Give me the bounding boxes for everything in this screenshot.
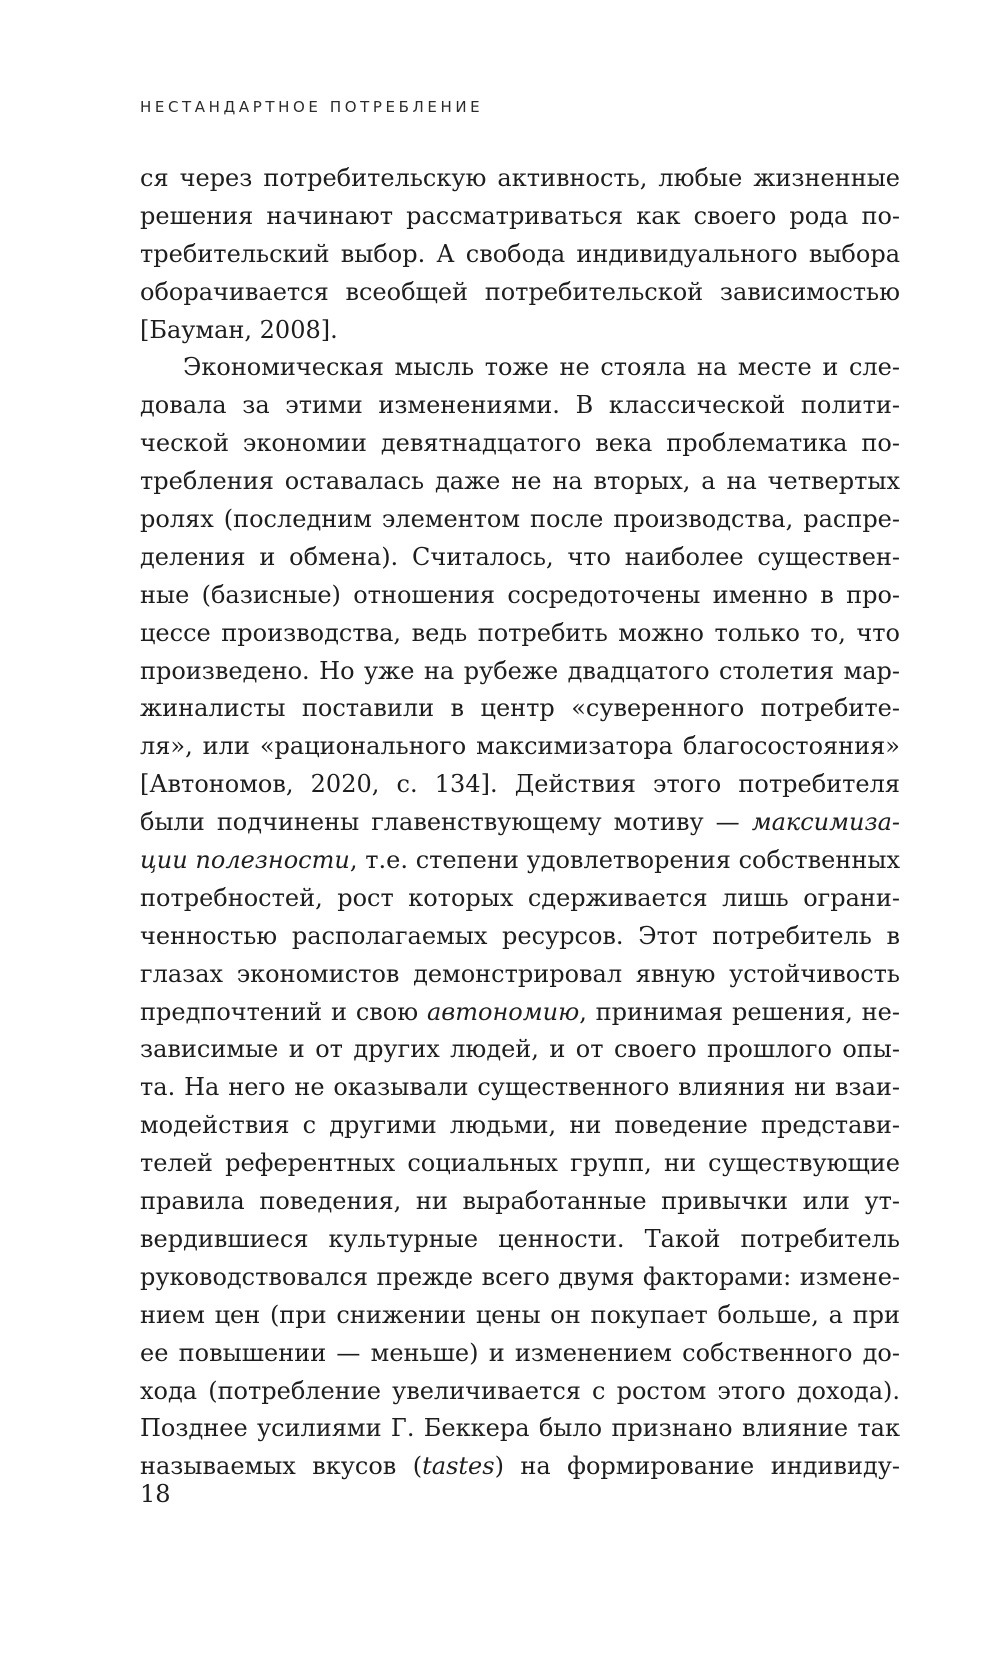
- text-line: та. На него не оказывали существенного влияния ни взаи-: [140, 1073, 900, 1102]
- body-text: [140, 160, 900, 1486]
- text-line: ции полезности, т.е. степени удовлетворения собственных: [140, 846, 900, 875]
- text-line: были подчинены главенствующему мотиву — максимиза-: [140, 808, 900, 837]
- text-line: вердившиеся культурные ценности. Такой потребитель: [140, 1224, 900, 1253]
- text-line: решения начинают рассматриваться как своего рода по-: [140, 201, 900, 230]
- text-line: предпочтений и свою автономию, принимая решения, не-: [140, 997, 900, 1026]
- text-line: ся через потребительскую активность, любые жизненные: [140, 164, 900, 192]
- italic-term: автономию: [426, 997, 580, 1026]
- text-line: цессе производства, ведь потребить можно только то, что: [140, 618, 900, 647]
- text-line: ее повышении — меньше) и изменением собственного до-: [140, 1338, 900, 1367]
- text-line: модействия с другими людьми, ни поведение представи-: [140, 1111, 900, 1140]
- text-line: Позднее усилиями Г. Беккера было признано влияние так: [140, 1414, 900, 1443]
- text-line: Экономическая мысль тоже не стояла на месте и сле-: [183, 353, 900, 382]
- text-line: требления оставалась даже не на вторых, а на четвертых: [140, 467, 900, 496]
- italic-term: ции полезности: [140, 846, 350, 875]
- text-line: правила поведения, ни выработанные привычки или ут-: [140, 1187, 900, 1216]
- italic-term: максимиза-: [751, 808, 900, 837]
- text-line: деления и обмена). Считалось, что наиболее существен-: [140, 542, 900, 571]
- text-line: оборачивается всеобщей потребительской зависимостью: [140, 277, 900, 306]
- text-line: руководствовался прежде всего двумя факторами: измене-: [140, 1262, 900, 1291]
- text-line: потребностей, рост которых сдерживается лишь ограни-: [140, 883, 900, 912]
- text-line: ролях (последним элементом после производства, распре-: [140, 505, 900, 534]
- text-line: довала за этими изменениями. В классической полити-: [140, 391, 900, 420]
- text-line: телей референтных социальных групп, ни существующие: [140, 1149, 900, 1178]
- text-line: ченностью располагаемых ресурсов. Этот потребитель в: [140, 921, 900, 950]
- running-head: НЕСТАНДАРТНОЕ ПОТРЕБЛЕНИЕ: [140, 98, 484, 116]
- text-line: требительский выбор. А свобода индивидуального выбора: [140, 239, 900, 268]
- text-line: глазах экономистов демонстрировал явную устойчивость: [140, 959, 900, 988]
- text-line: [Бауман, 2008].: [140, 315, 338, 344]
- text-line: ные (базисные) отношения сосредоточены именно в про-: [140, 580, 900, 609]
- text-line: ля», или «рационального максимизатора благосостояния»: [140, 732, 900, 761]
- text-line: нием цен (при снижении цены он покупает больше, а при: [140, 1300, 900, 1329]
- text-line: зависимые и от других людей, и от своего прошлого опы-: [140, 1035, 900, 1064]
- page-number: 18: [140, 1480, 171, 1508]
- text-line: произведено. Но уже на рубеже двадцатого столетия мар-: [140, 656, 900, 685]
- text-line: [Автономов, 2020, с. 134]. Действия этого потребителя: [140, 770, 900, 799]
- italic-term: tastes: [422, 1452, 495, 1481]
- text-line: хода (потребление увеличивается с ростом этого дохода).: [140, 1376, 900, 1405]
- text-line: жиналисты поставили в центр «суверенного потребите-: [140, 694, 900, 723]
- text-line: ческой экономии девятнадцатого века проблематика по-: [140, 429, 900, 458]
- text-line: называемых вкусов (tastes) на формирование индивиду-: [140, 1452, 900, 1481]
